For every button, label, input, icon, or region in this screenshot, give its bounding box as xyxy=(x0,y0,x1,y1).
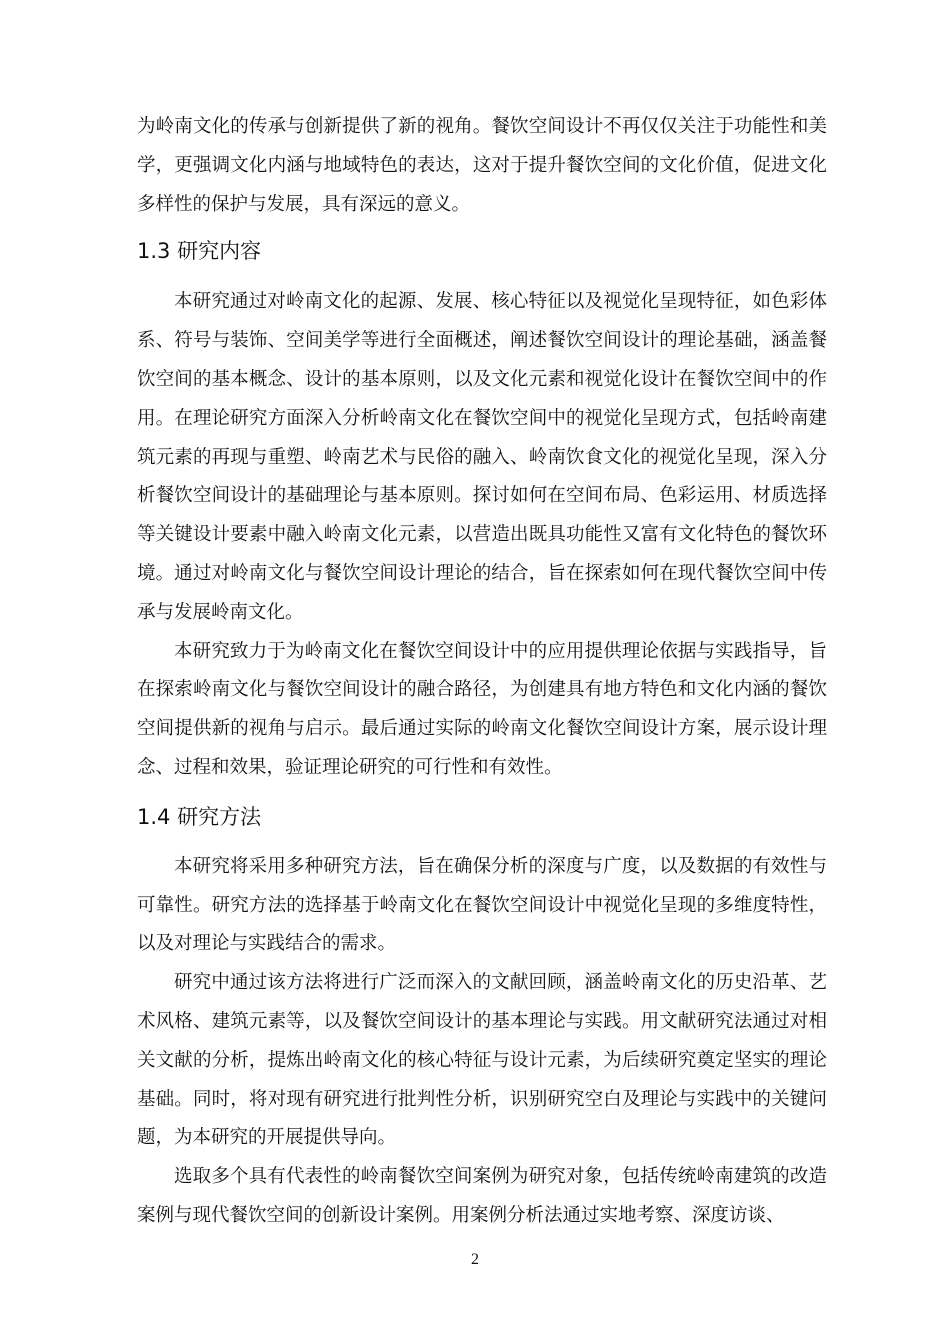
section-1-4-paragraph-1: 本研究将采用多种研究方法，旨在确保分析的深度与广度，以及数据的有效性与可靠性。研究方法的选择基于岭南文化在餐饮空间设计中视觉化呈现的多维度特性，以及对理论与实践结合的需求。 xyxy=(137,855,827,955)
section-1-3-paragraph-2: 本研究致力于为岭南文化在餐饮空间设计中的应用提供理论依据与实践指导，旨在探索岭南文化与餐饮空间设计的融合路径，为创建具有地方特色和文化内涵的餐饮空间提供新的视角与启示。最后通过实际的岭南文化餐饮空间设计方案，展示设计理念、过程和效果，验证理论研究的可行性和有效性。 xyxy=(137,640,827,778)
page-number: 2 xyxy=(471,1251,479,1268)
intro-continuation-paragraph: 为岭南文化的传承与创新提供了新的视角。餐饮空间设计不再仅仅关注于功能性和美学，更强调文化内涵与地域特色的表达，这对于提升餐饮空间的文化价值，促进文化多样性的保护与发展，具有深远的意义。 xyxy=(137,116,827,215)
section-1-4-paragraph-2: 研究中通过该方法将进行广泛而深入的文献回顾，涵盖岭南文化的历史沿革、艺术风格、建筑元素等，以及餐饮空间设计的基本理论与实践。用文献研究法通过对相关文献的分析，提炼出岭南文化的核心特征与设计元素，为后续研究奠定坚实的理论基础。同时，将对现有研究进行批判性分析，识别研究空白及理论与实践中的关键问题，为本研究的开展提供导向。 xyxy=(137,972,827,1149)
section-1-4-paragraph-3: 选取多个具有代表性的岭南餐饮空间案例为研究对象，包括传统岭南建筑的改造案例与现代餐饮空间的创新设计案例。用案例分析法通过实地考察、深度访谈、 xyxy=(137,1166,827,1226)
section-heading-1-3: 1.3 研究内容 xyxy=(137,239,262,264)
page-body xyxy=(137,108,827,1236)
section-heading-1-4: 1.4 研究方法 xyxy=(137,804,262,829)
section-1-3-paragraph-1: 本研究通过对岭南文化的起源、发展、核心特征以及视觉化呈现特征，如色彩体系、符号与装饰、空间美学等进行全面概述，阐述餐饮空间设计的理论基础，涵盖餐饮空间的基本概念、设计的基本原则，以及文化元素和视觉化设计在餐饮空间中的作用。在理论研究方面深入分析岭南文化在餐饮空间中的视觉化呈现方式，包括岭南建筑元素的再现与重塑、岭南艺术与民俗的融入、岭南饮食文化的视觉化呈现，深入分析餐饮空间设计的基础理论与基本原则。探讨如何在空间布局、色彩运用、材质选择等关键设计要素中融入岭南文化元素，以营造出既具功能性又富有文化特色的餐饮环境。通过对岭南文化与餐饮空间设计理论的结合，旨在探索如何在现代餐饮空间中传承与发展岭南文化。 xyxy=(137,291,827,623)
